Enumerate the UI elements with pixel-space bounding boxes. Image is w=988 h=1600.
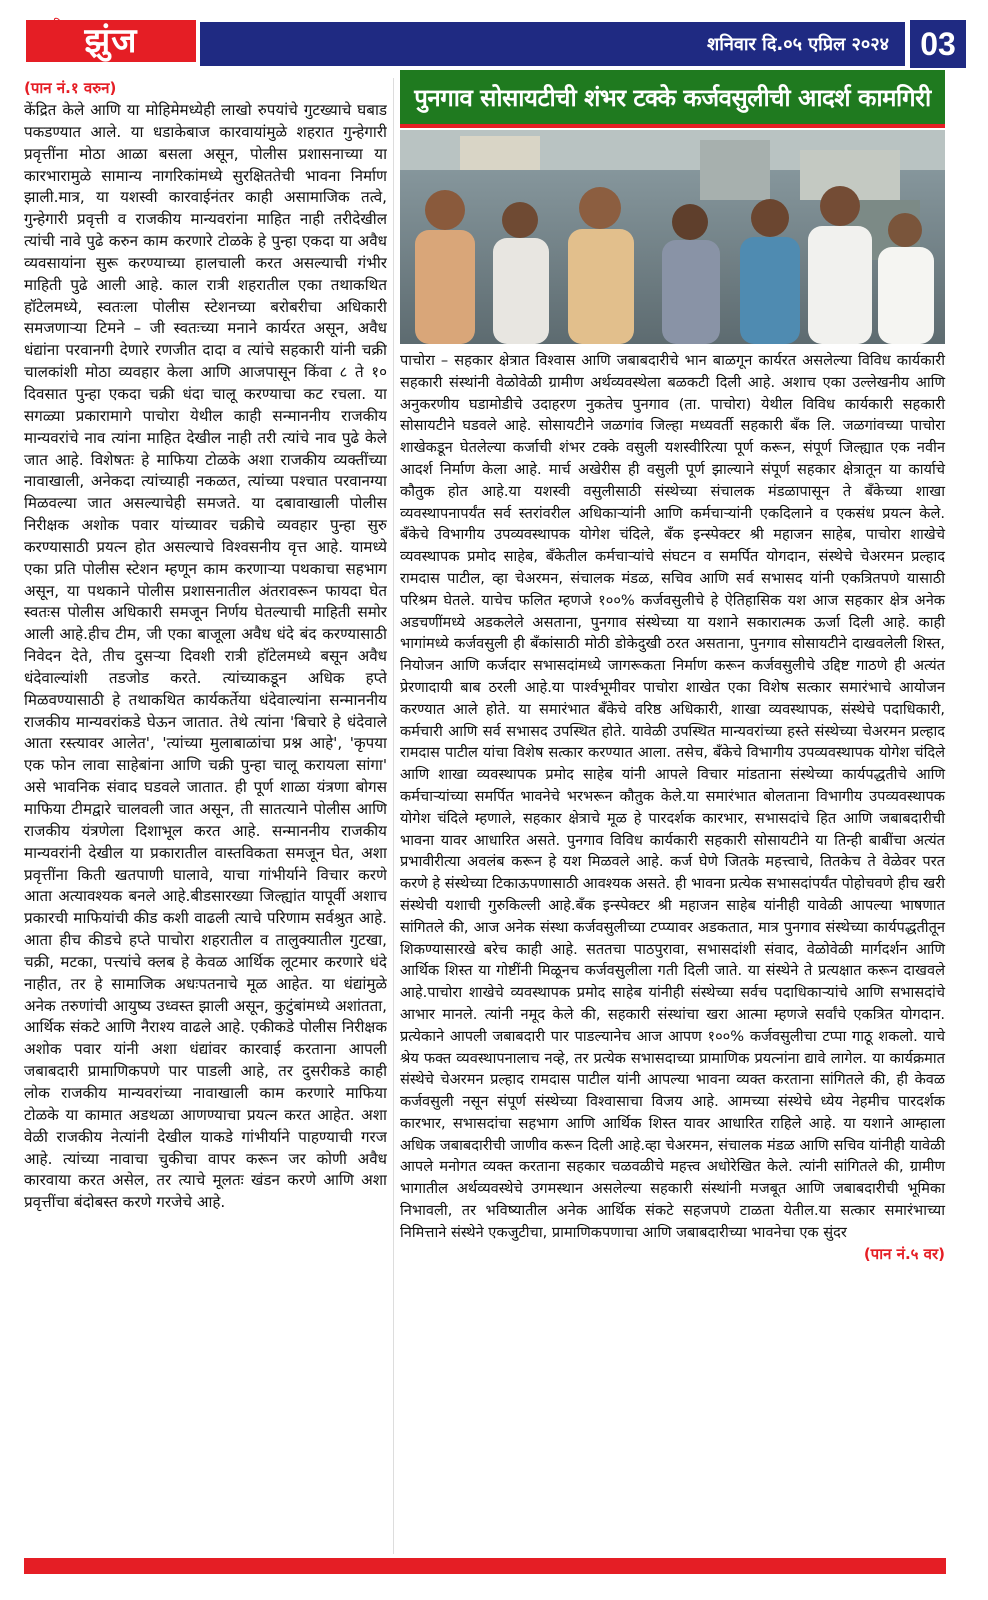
column-divider xyxy=(393,78,394,1554)
date-bar xyxy=(200,22,905,66)
issue-date: शनिवार दि.०५ एप्रिल २०२४ xyxy=(706,34,889,55)
right-article-body: पाचोरा – सहकार क्षेत्रात विश्वास आणि जबाबदारीचे भान बाळगून कार्यरत असलेल्या विविध कार्यकारी सहकारी संस्थांनी वेळोवेळी ग्रामीण अर्थव्यवस्थेला बळकटी दिली आहे. अशाच एका उल्लेखनीय आणि अनुकरणीय घडामोडीचे उदाहरण नुकतेच पुनगाव (ता. पाचोरा) येथील विविध कार्यकारी सहकारी सोसायटीने घडवले आहे. सोसायटीने जळगांव जिल्हा मध्यवर्ती सहकारी बँक लि. जळगांवच्या पाचोरा शाखेकडून घेतलेल्या कर्जाची शंभर टक्के वसुली यशस्वीरित्या पूर्ण करून, संपूर्ण जिल्ह्यात एक नवीन आदर्श निर्माण केला आहे. मार्च अखेरीस ही वसुली पूर्ण झाल्याने संपूर्ण सहकार क्षेत्रातून या कार्याचे कौतुक होत आहे.या यशस्वी वसुलीसाठी संस्थेच्या संचालक मंडळापासून ते बँकेच्या शाखा व्यवस्थापनापर्यंत सर्व स्तरांवरील अधिकाऱ्यांनी आणि कर्मचाऱ्यांनी एकदिलाने व एकसंध प्रयत्न केले. बँकेचे विभागीय उपव्यवस्थापक योगेश चंदिले, बँक इन्स्पेक्टर श्री महाजन साहेब, पाचोरा शाखेचे व्यवस्थापक प्रमोद साहेब, बँकेतील कर्मचाऱ्यांचे संघटन व समर्पित योगदान, संस्थेचे चेअरमन प्रल्हाद रामदास पाटील, व्हा चेअरमन, संचालक मंडळ, सचिव आणि सर्व सभासद यांनी एकत्रितपणे यासाठी परिश्रम घेतले. याचेच फलित म्हणजे १००% कर्जवसुलीचे हे ऐतिहासिक यश आज सहकार क्षेत्र अनेक अडचणींमध्ये अडकलेले असताना, पुनगाव संस्थेच्या या यशाने सकारात्मक ऊर्जा दिली आहे. काही भागांमध्ये कर्जवसुली ही बँकांसाठी मोठी डोकेदुखी ठरत असताना, पुनगाव सोसायटीने दाखवलेली शिस्त, नियोजन आणि कर्जदार सभासदांमध्ये जागरूकता निर्माण करून कर्जवसुलीचे उद्दिष्ट गाठणे ही अत्यंत प्रेरणादायी बाब ठरली आहे.या पार्श्वभूमीवर पाचोरा शाखेत एका विशेष सत्कार समारंभाचे आयोजन करण्यात आले होते. या समारंभात बँकेचे वरिष्ठ अधिकारी, शाखा व्यवस्थापक, संस्थेचे पदाधिकारी, कर्मचारी आणि सर्व सभासद उपस्थित होते. यावेळी उपस्थित मान्यवरांच्या हस्ते संस्थेच्या चेअरमन प्रल्हाद रामदास पाटील यांचा विशेष सत्कार करण्यात आला. तसेच, बँकेचे विभागीय उपव्यवस्थापक योगेश चंदिले आणि शाखा व्यवस्थापक प्रमोद साहेब यांनी आपले विचार मांडताना संस्थेच्या कार्यपद्धतीचे आणि कर्मचाऱ्यांच्या समर्पित भावनेचे भरभरून कौतुक केले.या समारंभात बोलताना विभागीय उपव्यवस्थापक योगेश चंदिले म्हणाले, सहकार क्षेत्राचे मूळ हे पारदर्शक कारभार, सभासदांचे हित आणि जबाबदारीची भावना यावर आधारित असते. पुनगाव विविध कार्यकारी सहकारी सोसायटीने या तिन्ही बाबींचा अत्यंत प्रभावीरीत्या अवलंब करून हे यश मिळवले आहे. कर्ज घेणे जितके महत्त्वाचे, तितकेच ते वेळेवर परत करणे हे संस्थेच्या टिकाऊपणासाठी आवश्यक असते. ही भावना प्रत्येक सभासदांपर्यंत पोहोचवणे हीच खरी संस्थेची यशाची गुरुकिल्ली आहे.बँक इन्स्पेक्टर श्री महाजन साहेब यांनीही यावेळी आपल्या भाषणात सांगितले की, आज अनेक संस्था कर्जवसुलीच्या टप्प्यावर अडकतात, मात्र पुनगाव संस्थेच्या कार्यपद्धतीतून शिकण्यासारखे बरेच काही आहे. सततचा पाठपुरावा, सभासदांशी संवाद, वेळोवेळी मार्गदर्शन आणि आर्थिक शिस्त या गोष्टींनी मिळूनच कर्जवसुलीला गती दिली जाते. या संस्थेने ते प्रत्यक्षात करून दाखवले आहे.पाचोरा शाखेचे व्यवस्थापक प्रमोद साहेब यांनीही संस्थेच्या सर्वच पदाधिकाऱ्यांचे आणि सभासदांचे आभार मानले. त्यांनी नमूद केले की, सहकारी संस्थांचा खरा आत्मा म्हणजे सर्वांचे एकत्रित योगदान. प्रत्येकाने आपली जबाबदारी पार पाडल्यानेच आज आपण १००% कर्जवसुलीचा टप्पा गाठू शकलो. याचे श्रेय फक्त व्यवस्थापनालाच नव्हे, तर प्रत्येक सभासदाच्या प्रामाणिक प्रयत्नांना द्यावे लागेल. या कार्यक्रमात संस्थेचे चेअरमन प्रल्हाद रामदास पाटील यांनी आपल्या भावना व्यक्त करताना सांगितले की, ही केवळ कर्जवसुली नसून संपूर्ण संस्थेच्या विश्वासाचा विजय आहे. आमच्या संस्थेचे ध्येय नेहमीच पारदर्शक कारभार, सभासदांचा सहभाग आणि आर्थिक शिस्त यावर आधारित राहिले आहे. या यशाने आम्हाला अधिक जबाबदारीची जाणीव करून दिली आहे.व्हा चेअरमन, संचालक मंडळ आणि सचिव यांनीही यावेळी आपले मनोगत व्यक्त करताना सहकार चळवळीचे महत्त्व अधोरेखित केले. त्यांनी सांगितले की, ग्रामीण भागातील अर्थव्यवस्थेचे उगमस्थान असलेल्या सहकारी संस्थांनी मजबूत आणि जबाबदारीची भूमिका निभावली, तर भविष्यातील अनेक आर्थिक संकटे सहजपणे टाळता येतील.या सत्कार समारंभाच्या निमित्ताने संस्थेने एकजुटीचा, प्रामाणिकपणाचा आणि जबाबदारीच्या भावनेचा एक सुंदर xyxy=(400,352,945,1241)
left-article xyxy=(24,78,387,1554)
newspaper-name: झुंज xyxy=(84,21,138,61)
group-photo xyxy=(400,130,945,344)
article-headline: पुनगाव सोसायटीची शंभर टक्के कर्जवसुलीची आदर्श कामगिरी xyxy=(400,70,945,128)
continued-from-label: (पान नं.१ वरुन) xyxy=(24,79,117,97)
page-number: 03 xyxy=(910,20,966,68)
group-photo-illustration xyxy=(400,130,945,344)
left-article-body: केंद्रित केले आणि या मोहिमेमध्येही लाखो रुपयांचे गुटख्याचे घबाड पकडण्यात आले. या धडाकेबाज कारवायांमुळे शहरात गुन्हेगारी प्रवृत्तींना मोठा आळा बसला असून, पोलीस प्रशासनाच्या या कारभारामुळे सामान्य नागरिकांमध्ये सुरक्षिततेची भावना निर्माण झाली.मात्र, या यशस्वी कारवाईनंतर काही असामाजिक तत्वे, गुन्हेगारी प्रवृत्ती व राजकीय मान्यवरांना माहित नाही तरीदेखील त्यांची नावे पुढे करुन काम करणारे टोळके हे पुन्हा एकदा या अवैध व्यवसायांना सुरू करण्याच्या हालचाली करत असल्याची गंभीर माहिती पुढे आली आहे. काल रात्री शहरातील एका तथाकथित हॉटेलमध्ये, स्वतःला पोलीस स्टेशनच्या बरोबरीचा अधिकारी समजणाऱ्या टिमने – जी स्वतःच्या मनाने कार्यरत असून, अवैध धंद्यांना परवानगी देणारे रणजीत दादा व त्यांचे सहकारी यांनी चक्री चालकांशी मोठा व्यवहार केला आणि आजपासून किंवा ८ ते १० दिवसात पुन्हा एकदा चक्री धंदा चालू करण्याचा कट रचला. या सगळ्या प्रकारामागे पाचोरा येथील काही सन्माननीय राजकीय मान्यवरांचे नाव त्यांना माहित देखील नाही तरी त्यांचे नाव पुढे केले जात आहे. विशेषतः हे माफिया टोळके अशा राजकीय व्यक्तींच्या नावाखाली, अनेकदा त्यांच्याही नकळत, त्यांच्या पश्चात परवानग्या मिळवल्या जात असल्याचेही समजते. या दबावाखाली पोलीस निरीक्षक अशोक पवार यांच्यावर चक्रीचे व्यवहार पुन्हा सुरु करण्यासाठी प्रयत्न होत असल्याचे विश्वसनीय वृत्त आहे. यामध्ये एका प्रति पोलीस स्टेशन म्हणून काम करणाऱ्या पथकाचा सहभाग असून, या पथकाने पोलीस प्रशासनातील अंतरावरून फायदा घेत स्वतःस पोलीस अधिकारी समजून निर्णय घेतल्याची माहिती समोर आली आहे.हीच टीम, जी एका बाजूला अवैध धंदे बंद करण्यासाठी निवेदन देते, तीच दुसऱ्या दिवशी रात्री हॉटेलमध्ये बसून अवैध धंदेवाल्यांशी तडजोड करते. त्यांच्याकडून अधिक हप्ते मिळवण्यासाठी हे तथाकथित कार्यकर्तेया धंदेवाल्यांना सन्माननीय राजकीय मान्यवरांकडे घेऊन जातात. तेथे त्यांना 'बिचारे हे धंदेवाले आता रस्त्यावर आलेत', 'त्यांच्या मुलाबाळांचा प्रश्न आहे', 'कृपया एक फोन लावा साहेबांना आणि चक्री पुन्हा चालू करायला सांगा' असे भावनिक संवाद घडवले जातात. ही पूर्ण शाळा यंत्रणा बोगस माफिया टीमद्वारे चालवली जात असून, ती सातत्याने पोलीस आणि राजकीय यंत्रणेला दिशाभूल करत आहे. सन्माननीय राजकीय मान्यवरांनी देखील या प्रकारातील वास्तविकता समजून घेत, अशा प्रवृत्तींना किती खतपाणी घालावे, याचा गांभीर्याने विचार करणे आता अत्यावश्यक बनले आहे.बीडसारख्या जिल्ह्यांत यापूर्वी अशाच प्रकारची माफियांची कीड कशी वाढली त्याचे परिणाम सर्वश्रुत आहे. आता हीच कीडचे हप्ते पाचोरा शहरातील व तालुक्यातील गुटखा, चक्री, मटका, पत्त्यांचे क्लब हे केवळ आर्थिक लूटमार करणारे धंदे नाहीत, तर हे सामाजिक अधःपतनाचे मूळ आहेत. या धंद्यांमुळे अनेक तरुणांची आयुष्य उध्वस्त झाली असून, कुटुंबांमध्ये अशांतता, आर्थिक संकटे आणि नैराश्य वाढले आहे. एकीकडे पोलीस निरीक्षक अशोक पवार यांनी अशा धंद्यांवर कारवाई करताना आपली जबाबदारी प्रामाणिकपणे पार पाडली आहे, तर दुसरीकडे काही लोक राजकीय मान्यवरांच्या नावाखाली काम करणारे माफिया टोळके या कामात अडथळा आणण्याचा प्रयत्न करत आहेत. अशा वेळी राजकीय नेत्यांनी देखील याकडे गांभीर्याने पाहण्याची गरज आहे. त्यांच्या नावाचा चुकीचा वापर करून जर कोणी अवैध कारवाया करत असेल, तर त्याचे मूलतः खंडन करणे आणि अशा प्रवृत्तींचा बंदोबस्त करणे गरजेचे आहे. xyxy=(24,101,387,1212)
masthead xyxy=(0,0,988,72)
continued-to-label: (पान नं.५ वर) xyxy=(863,1244,945,1263)
newspaper-logo xyxy=(26,20,196,62)
right-article xyxy=(400,70,945,1556)
footer-bar xyxy=(24,1558,946,1574)
